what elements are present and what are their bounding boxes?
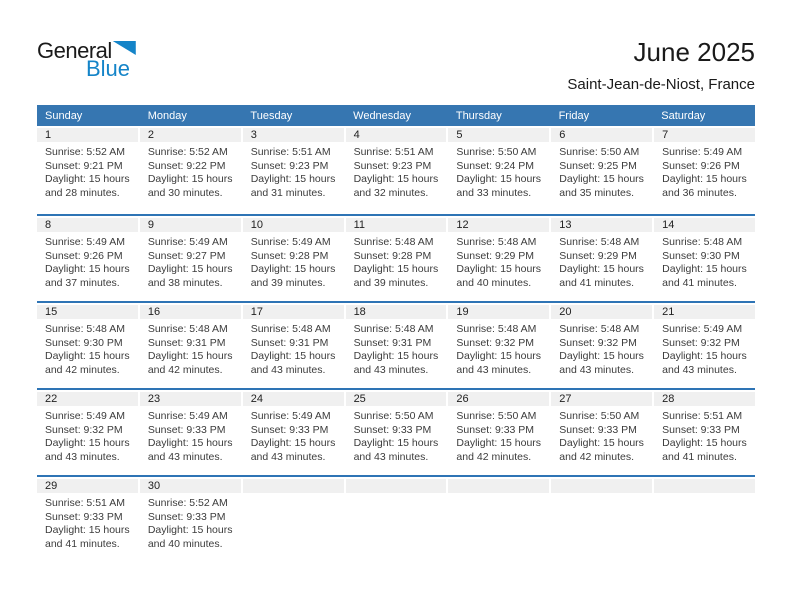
day-info [551, 142, 652, 200]
daylight-hours-text: Daylight: 15 hours [250, 350, 336, 363]
daylight-hours-text: Daylight: 15 hours [147, 173, 233, 186]
day-number: 6 [551, 128, 652, 142]
logo-word-blue: Blue [85, 56, 130, 81]
sunrise-text: Sunrise: 5:49 AM [250, 410, 331, 422]
sunrise-text: Sunrise: 5:52 AM [147, 146, 228, 158]
daylight-hours-text: Daylight: 15 hours [662, 437, 747, 450]
daylight-minutes-text: and 43 minutes. [250, 363, 326, 376]
daylight-hours-text: Daylight: 15 hours [45, 437, 130, 450]
day-number: 13 [551, 218, 652, 232]
day-number: 29 [37, 479, 138, 493]
day-info [551, 406, 652, 464]
day-cell-7 [654, 128, 755, 213]
daylight-hours-text: Daylight: 15 hours [559, 437, 644, 450]
day-number: 21 [654, 305, 755, 319]
daylight-minutes-text: and 31 minutes. [250, 186, 326, 199]
day-cell-25 [346, 392, 447, 474]
day-info [37, 493, 138, 551]
day-info [140, 142, 241, 200]
day-info [654, 232, 755, 290]
weekday-header-monday: Monday [147, 109, 187, 122]
daylight-hours-text: Daylight: 15 hours [147, 263, 233, 276]
weekday-header-row [37, 105, 755, 126]
daylight-hours-text: Daylight: 15 hours [662, 350, 747, 363]
day-cell-13 [551, 218, 652, 300]
day-number: 23 [140, 392, 241, 406]
day-cell-2 [140, 128, 241, 213]
daylight-hours-text: Daylight: 15 hours [45, 263, 130, 276]
logo-word-general: General [37, 38, 112, 63]
daylight-minutes-text: and 41 minutes. [662, 276, 737, 289]
day-number: 30 [140, 479, 241, 493]
day-number: 1 [37, 128, 138, 142]
sunset-text: Sunset: 9:30 PM [45, 336, 123, 349]
daylight-minutes-text: and 37 minutes. [45, 276, 120, 289]
day-cell-6 [551, 128, 652, 213]
daylight-minutes-text: and 41 minutes. [45, 537, 120, 550]
daylight-minutes-text: and 43 minutes. [353, 450, 429, 463]
day-number: 11 [346, 218, 447, 232]
day-cell-16 [140, 305, 241, 387]
sunset-text: Sunset: 9:32 PM [559, 336, 637, 349]
sunset-text: Sunset: 9:24 PM [456, 159, 535, 172]
day-number: 5 [448, 128, 549, 142]
day-cell-10 [243, 218, 344, 300]
daylight-minutes-text: and 43 minutes. [45, 450, 120, 463]
daylight-hours-text: Daylight: 15 hours [456, 173, 542, 186]
weekday-header-tuesday: Tuesday [250, 109, 293, 122]
sunset-text: Sunset: 9:33 PM [250, 423, 329, 436]
day-cell-5 [448, 128, 549, 213]
sunrise-text: Sunrise: 5:52 AM [147, 497, 228, 509]
daylight-hours-text: Daylight: 15 hours [456, 350, 542, 363]
daylight-minutes-text: and 43 minutes. [559, 363, 634, 376]
sunrise-text: Sunrise: 5:49 AM [662, 323, 743, 335]
daylight-hours-text: Daylight: 15 hours [45, 350, 130, 363]
day-cell-empty [448, 479, 549, 561]
sunrise-text: Sunrise: 5:48 AM [147, 323, 228, 335]
sunset-text: Sunset: 9:30 PM [662, 249, 740, 262]
day-info [448, 232, 549, 290]
week-row-5 [37, 475, 755, 561]
daylight-hours-text: Daylight: 15 hours [147, 350, 233, 363]
daylight-minutes-text: and 35 minutes. [559, 186, 634, 199]
daylight-hours-text: Daylight: 15 hours [353, 350, 439, 363]
day-number: 14 [654, 218, 755, 232]
sunset-text: Sunset: 9:31 PM [353, 336, 432, 349]
sunset-text: Sunset: 9:21 PM [45, 159, 123, 172]
day-number: 27 [551, 392, 652, 406]
daylight-hours-text: Daylight: 15 hours [559, 263, 644, 276]
weekday-header-wednesday: Wednesday [353, 109, 412, 122]
sunset-text: Sunset: 9:33 PM [147, 423, 226, 436]
day-info [243, 406, 344, 464]
daylight-minutes-text: and 43 minutes. [456, 363, 532, 376]
day-cell-24 [243, 392, 344, 474]
sunset-text: Sunset: 9:28 PM [353, 249, 432, 262]
daylight-minutes-text: and 28 minutes. [45, 186, 120, 199]
sunset-text: Sunset: 9:26 PM [662, 159, 740, 172]
day-info [243, 319, 344, 377]
sunrise-text: Sunrise: 5:50 AM [559, 410, 640, 422]
day-info [37, 232, 138, 290]
daylight-minutes-text: and 42 minutes. [45, 363, 120, 376]
calendar [37, 105, 755, 561]
day-number: 8 [37, 218, 138, 232]
day-cell-3 [243, 128, 344, 213]
sunrise-text: Sunrise: 5:51 AM [45, 497, 125, 509]
daylight-hours-text: Daylight: 15 hours [559, 173, 644, 186]
week-row-4 [37, 388, 755, 474]
daylight-minutes-text: and 36 minutes. [662, 186, 737, 199]
day-number [346, 479, 447, 493]
sunrise-text: Sunrise: 5:51 AM [353, 146, 434, 158]
day-number: 15 [37, 305, 138, 319]
day-info [654, 406, 755, 464]
day-cell-21 [654, 305, 755, 387]
daylight-minutes-text: and 40 minutes. [456, 276, 532, 289]
day-info [37, 319, 138, 377]
day-number: 9 [140, 218, 241, 232]
sunrise-text: Sunrise: 5:50 AM [559, 146, 640, 158]
week-row-1 [37, 128, 755, 213]
day-info [140, 406, 241, 464]
daylight-hours-text: Daylight: 15 hours [250, 437, 336, 450]
day-cell-empty [346, 479, 447, 561]
day-number: 3 [243, 128, 344, 142]
sunrise-text: Sunrise: 5:49 AM [45, 410, 125, 422]
day-number: 17 [243, 305, 344, 319]
title-block [567, 38, 755, 93]
day-number [551, 479, 652, 493]
sunrise-text: Sunrise: 5:51 AM [250, 146, 331, 158]
day-info [448, 142, 549, 200]
sunset-text: Sunset: 9:26 PM [45, 249, 123, 262]
day-cell-17 [243, 305, 344, 387]
daylight-minutes-text: and 30 minutes. [147, 186, 223, 199]
sunset-text: Sunset: 9:33 PM [662, 423, 740, 436]
day-cell-15 [37, 305, 138, 387]
day-info [37, 406, 138, 464]
daylight-hours-text: Daylight: 15 hours [662, 173, 747, 186]
day-number: 7 [654, 128, 755, 142]
sunrise-text: Sunrise: 5:48 AM [456, 236, 537, 248]
day-info [654, 142, 755, 200]
daylight-minutes-text: and 42 minutes. [456, 450, 532, 463]
sunrise-text: Sunrise: 5:50 AM [353, 410, 434, 422]
day-number [448, 479, 549, 493]
daylight-hours-text: Daylight: 15 hours [45, 173, 130, 186]
sunset-text: Sunset: 9:28 PM [250, 249, 329, 262]
day-number: 19 [448, 305, 549, 319]
sunset-text: Sunset: 9:33 PM [456, 423, 535, 436]
sunrise-text: Sunrise: 5:49 AM [250, 236, 331, 248]
day-info [448, 406, 549, 464]
day-info [243, 142, 344, 200]
day-number: 20 [551, 305, 652, 319]
daylight-hours-text: Daylight: 15 hours [353, 437, 439, 450]
day-cell-empty [551, 479, 652, 561]
daylight-hours-text: Daylight: 15 hours [662, 263, 747, 276]
daylight-minutes-text: and 41 minutes. [662, 450, 737, 463]
day-number: 4 [346, 128, 447, 142]
day-cell-30 [140, 479, 241, 561]
weekday-header-thursday: Thursday [455, 109, 502, 122]
daylight-minutes-text: and 38 minutes. [147, 276, 223, 289]
sunset-text: Sunset: 9:33 PM [559, 423, 637, 436]
daylight-hours-text: Daylight: 15 hours [147, 524, 233, 537]
sunrise-text: Sunrise: 5:51 AM [662, 410, 743, 422]
day-info [551, 319, 652, 377]
day-number: 25 [346, 392, 447, 406]
day-cell-20 [551, 305, 652, 387]
sunset-text: Sunset: 9:29 PM [456, 249, 535, 262]
day-number: 10 [243, 218, 344, 232]
daylight-hours-text: Daylight: 15 hours [250, 173, 336, 186]
sunrise-text: Sunrise: 5:49 AM [662, 146, 743, 158]
sunrise-text: Sunrise: 5:48 AM [559, 236, 640, 248]
sunrise-text: Sunrise: 5:49 AM [147, 410, 228, 422]
sunrise-text: Sunrise: 5:48 AM [250, 323, 331, 335]
weekday-header-friday: Friday [558, 109, 590, 122]
daylight-minutes-text: and 43 minutes. [250, 450, 326, 463]
day-number [654, 479, 755, 493]
logo-triangle-icon [113, 41, 136, 55]
daylight-minutes-text: and 42 minutes. [559, 450, 634, 463]
week-row-3 [37, 301, 755, 387]
daylight-minutes-text: and 43 minutes. [662, 363, 737, 376]
month-title: June 2025 [633, 37, 755, 67]
day-cell-27 [551, 392, 652, 474]
day-cell-23 [140, 392, 241, 474]
sunrise-text: Sunrise: 5:48 AM [662, 236, 743, 248]
sunrise-text: Sunrise: 5:48 AM [559, 323, 640, 335]
sunset-text: Sunset: 9:25 PM [559, 159, 637, 172]
sunset-text: Sunset: 9:27 PM [147, 249, 226, 262]
day-cell-12 [448, 218, 549, 300]
weekday-header-sunday: Sunday [45, 109, 83, 122]
day-cell-1 [37, 128, 138, 213]
day-number: 16 [140, 305, 241, 319]
daylight-hours-text: Daylight: 15 hours [45, 524, 130, 537]
day-number [243, 479, 344, 493]
day-cell-28 [654, 392, 755, 474]
daylight-minutes-text: and 43 minutes. [147, 450, 223, 463]
day-number: 24 [243, 392, 344, 406]
sunset-text: Sunset: 9:22 PM [147, 159, 226, 172]
day-info [140, 493, 241, 551]
sunset-text: Sunset: 9:31 PM [250, 336, 329, 349]
daylight-minutes-text: and 39 minutes. [250, 276, 326, 289]
day-info [243, 232, 344, 290]
day-cell-4 [346, 128, 447, 213]
day-info [346, 142, 447, 200]
sunset-text: Sunset: 9:23 PM [250, 159, 329, 172]
day-info [448, 319, 549, 377]
day-info [140, 232, 241, 290]
daylight-hours-text: Daylight: 15 hours [353, 173, 439, 186]
sunset-text: Sunset: 9:31 PM [147, 336, 226, 349]
daylight-minutes-text: and 40 minutes. [147, 537, 223, 550]
day-info [346, 232, 447, 290]
location-subtitle: Saint-Jean-de-Niost, France [567, 75, 755, 93]
sunrise-text: Sunrise: 5:48 AM [45, 323, 125, 335]
daylight-minutes-text: and 43 minutes. [353, 363, 429, 376]
daylight-minutes-text: and 41 minutes. [559, 276, 634, 289]
day-info [346, 319, 447, 377]
day-cell-empty [243, 479, 344, 561]
day-info [551, 232, 652, 290]
sunset-text: Sunset: 9:32 PM [45, 423, 123, 436]
day-cell-29 [37, 479, 138, 561]
day-cell-14 [654, 218, 755, 300]
day-number: 22 [37, 392, 138, 406]
day-cell-empty [654, 479, 755, 561]
sunrise-text: Sunrise: 5:48 AM [456, 323, 537, 335]
day-cell-18 [346, 305, 447, 387]
sunset-text: Sunset: 9:32 PM [662, 336, 740, 349]
day-number: 2 [140, 128, 241, 142]
sunrise-text: Sunrise: 5:52 AM [45, 146, 125, 158]
day-cell-8 [37, 218, 138, 300]
daylight-minutes-text: and 39 minutes. [353, 276, 429, 289]
daylight-hours-text: Daylight: 15 hours [353, 263, 439, 276]
sunset-text: Sunset: 9:33 PM [147, 510, 226, 523]
daylight-minutes-text: and 32 minutes. [353, 186, 429, 199]
daylight-hours-text: Daylight: 15 hours [456, 437, 542, 450]
day-info [654, 319, 755, 377]
day-info [37, 142, 138, 200]
day-cell-11 [346, 218, 447, 300]
sunset-text: Sunset: 9:29 PM [559, 249, 637, 262]
day-info [346, 406, 447, 464]
day-info [140, 319, 241, 377]
week-row-2 [37, 214, 755, 300]
daylight-hours-text: Daylight: 15 hours [250, 263, 336, 276]
daylight-hours-text: Daylight: 15 hours [456, 263, 542, 276]
sunset-text: Sunset: 9:33 PM [45, 510, 123, 523]
sunset-text: Sunset: 9:32 PM [456, 336, 535, 349]
daylight-minutes-text: and 42 minutes. [147, 363, 223, 376]
general-blue-logo [37, 40, 137, 80]
daylight-minutes-text: and 33 minutes. [456, 186, 532, 199]
day-cell-9 [140, 218, 241, 300]
sunrise-text: Sunrise: 5:48 AM [353, 323, 434, 335]
sunrise-text: Sunrise: 5:50 AM [456, 146, 537, 158]
daylight-hours-text: Daylight: 15 hours [147, 437, 233, 450]
sunrise-text: Sunrise: 5:49 AM [147, 236, 228, 248]
daylight-hours-text: Daylight: 15 hours [559, 350, 644, 363]
sunrise-text: Sunrise: 5:50 AM [456, 410, 537, 422]
day-cell-22 [37, 392, 138, 474]
sunset-text: Sunset: 9:33 PM [353, 423, 432, 436]
day-cell-19 [448, 305, 549, 387]
sunrise-text: Sunrise: 5:49 AM [45, 236, 125, 248]
day-number: 28 [654, 392, 755, 406]
day-cell-26 [448, 392, 549, 474]
sunset-text: Sunset: 9:23 PM [353, 159, 432, 172]
weekday-header-saturday: Saturday [661, 109, 706, 122]
day-number: 18 [346, 305, 447, 319]
day-number: 12 [448, 218, 549, 232]
sunrise-text: Sunrise: 5:48 AM [353, 236, 434, 248]
day-number: 26 [448, 392, 549, 406]
